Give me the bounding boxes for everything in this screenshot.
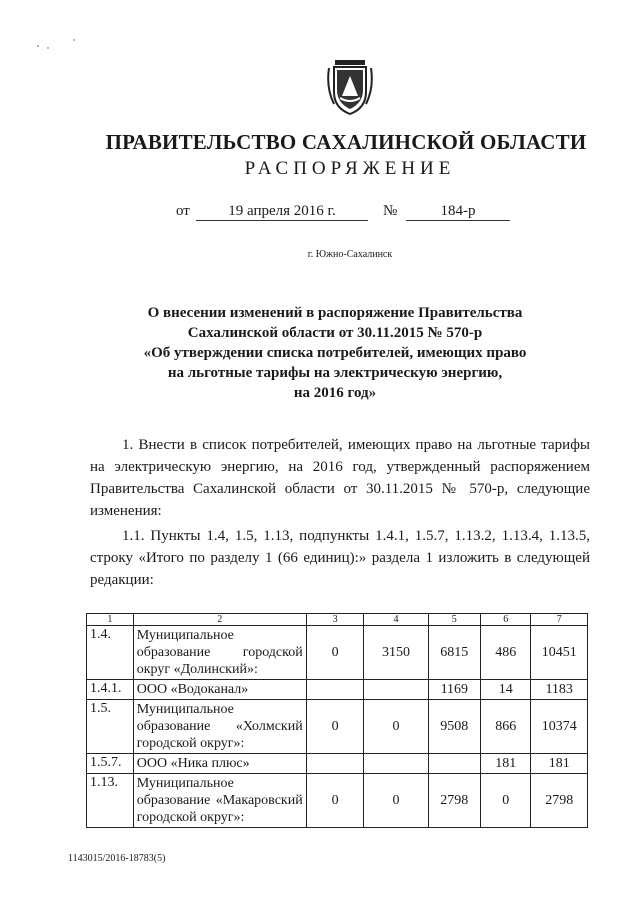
row-number: 1.4. — [87, 626, 134, 680]
cell-col5: 9508 — [428, 700, 480, 754]
row-name: Муниципальное образование «Макаровский городской округ»: — [133, 774, 306, 828]
cell-col4 — [364, 754, 428, 774]
document-code: 1143015/2016-18783(5) — [68, 853, 166, 864]
document-number: 184-р — [406, 203, 510, 221]
scan-speck-marks — [36, 38, 86, 50]
cell-col7: 1183 — [531, 680, 588, 700]
date-prefix-label: от — [176, 203, 190, 219]
heading-line: на льготные тарифы на электрическую энергию, — [167, 365, 503, 381]
cell-col4: 0 — [364, 774, 428, 828]
cell-col5: 1169 — [428, 680, 480, 700]
cell-col6: 14 — [481, 680, 531, 700]
cell-col7: 2798 — [531, 774, 588, 828]
cell-col3: 0 — [306, 626, 364, 680]
sakhalin-coat-of-arms-icon — [326, 58, 374, 116]
cell-col7: 10374 — [531, 700, 588, 754]
table-row — [87, 700, 588, 754]
heading-line: Сахалинской области от 30.11.2015 № 570-р — [187, 325, 483, 341]
cell-col6: 866 — [481, 700, 531, 754]
heading-line: «Об утверждении списка потребителей, имеющих право — [143, 345, 527, 361]
row-number: 1.5.7. — [87, 754, 134, 774]
row-number: 1.5. — [87, 700, 134, 754]
row-name: ООО «Ника плюс» — [133, 754, 306, 774]
table-row — [87, 774, 588, 828]
cell-col3: 0 — [306, 700, 364, 754]
table-header-cell: 2 — [133, 614, 306, 626]
paragraph-1 — [90, 434, 590, 522]
cell-col6: 486 — [481, 626, 531, 680]
row-name: Муниципальное образование «Холмский городской округ»: — [133, 700, 306, 754]
cell-col6: 181 — [481, 754, 531, 774]
document-heading — [110, 303, 560, 403]
heading-line: О внесении изменений в распоряжение Правительства — [147, 305, 523, 321]
cell-col4: 0 — [364, 700, 428, 754]
cell-col6: 0 — [481, 774, 531, 828]
paragraph-1-text: 1. Внести в список потребителей, имеющих право на льготные тарифы на электрическую энергию, на 2016 год, утвержденный распоряжением Правительства Сахалинской области от 30.11.2015 № 570-р, следующие изменения: — [90, 437, 590, 519]
paragraph-2 — [90, 525, 590, 591]
table-header-cell: 3 — [306, 614, 364, 626]
table-header-cell: 4 — [364, 614, 428, 626]
cell-col5 — [428, 754, 480, 774]
table-row — [87, 680, 588, 700]
document-type-title: РАСПОРЯЖЕНИЕ — [244, 158, 456, 179]
cell-col7: 181 — [531, 754, 588, 774]
government-title: ПРАВИТЕЛЬСТВО САХАЛИНСКОЙ ОБЛАСТИ — [105, 130, 587, 154]
row-number: 1.13. — [87, 774, 134, 828]
cell-col5: 6815 — [428, 626, 480, 680]
cell-col3: 0 — [306, 774, 364, 828]
table-header-cell: 6 — [481, 614, 531, 626]
table-header-cell: 7 — [531, 614, 588, 626]
issue-city: г. Южно-Сахалинск — [307, 249, 393, 260]
cell-col4: 3150 — [364, 626, 428, 680]
table-header-cell: 5 — [428, 614, 480, 626]
cell-col7: 10451 — [531, 626, 588, 680]
cell-col5: 2798 — [428, 774, 480, 828]
heading-line: на 2016 год» — [293, 385, 377, 401]
document-date: 19 апреля 2016 г. — [196, 203, 368, 221]
table-header-row — [87, 614, 588, 626]
table-row — [87, 626, 588, 680]
table-header-cell: 1 — [87, 614, 134, 626]
row-number: 1.4.1. — [87, 680, 134, 700]
row-name: Муниципальное образование городской округ «Долинский»: — [133, 626, 306, 680]
table-row — [87, 754, 588, 774]
cell-col3 — [306, 754, 364, 774]
row-name: ООО «Водоканал» — [133, 680, 306, 700]
paragraph-2-text: 1.1. Пункты 1.4, 1.5, 1.13, подпункты 1.4.1, 1.5.7, 1.13.2, 1.13.4, 1.13.5, строку «Итого по разделу 1 (66 единиц):» раздела 1 изложить в следующей редакции: — [90, 528, 590, 588]
tariff-table — [86, 613, 588, 828]
cell-col4 — [364, 680, 428, 700]
number-prefix-label: № — [383, 203, 398, 219]
cell-col3 — [306, 680, 364, 700]
